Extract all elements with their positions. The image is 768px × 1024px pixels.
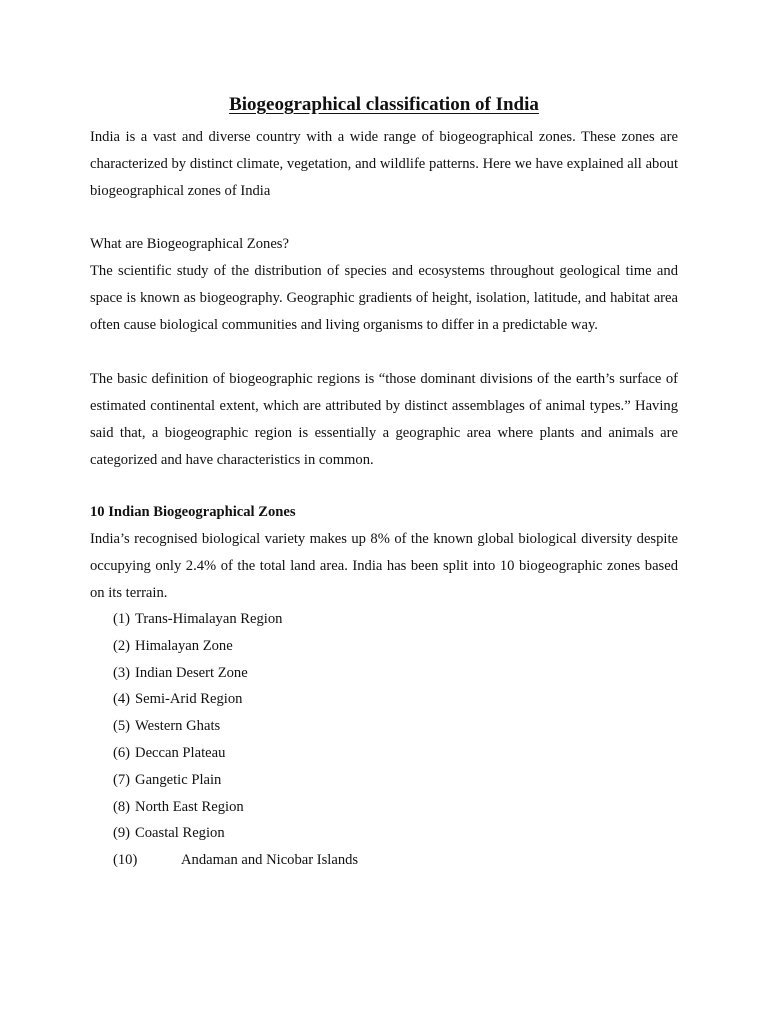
document-title: Biogeographical classification of India xyxy=(229,94,539,115)
list-item-number: (9) xyxy=(113,825,131,842)
list-item-number: (10) xyxy=(113,852,138,869)
zone-list xyxy=(113,606,358,874)
list-item-label: Western Ghats xyxy=(135,718,221,735)
list-item-number: (4) xyxy=(113,691,131,708)
list-item-number: (6) xyxy=(113,744,131,761)
list-item xyxy=(113,767,358,794)
list-item-number: (7) xyxy=(113,771,131,788)
list-item xyxy=(113,740,358,767)
paragraph-text: India’s recognised biological variety makes up 8% of the known global biological diversity despite occupying only 2.4% of the total land area. India has been split into 10 biogeographic zones based on its terrain. xyxy=(90,531,678,601)
list-item-label: Coastal Region xyxy=(135,825,225,842)
list-item-label: North East Region xyxy=(135,798,244,815)
intro-paragraph xyxy=(90,124,678,205)
list-item-label: Himalayan Zone xyxy=(135,637,233,654)
section-heading-ten-zones: 10 Indian Biogeographical Zones xyxy=(90,504,296,520)
list-item xyxy=(113,820,358,847)
list-item xyxy=(113,713,358,740)
intro-text: India is a vast and diverse country with a wide range of biogeographical zones. These zones are characterized by distinct climate, vegetation, and wildlife patterns. Here we have explained all about biogeographical zones of India xyxy=(90,129,678,199)
list-item xyxy=(113,686,358,713)
paragraph-text: The scientific study of the distribution of species and ecosystems throughout geological time and space is known as biogeography. Geographic gradients of height, isolation, latitude, and habitat area often cause biological communities and living organisms to differ in a predictable way. xyxy=(90,263,678,333)
paragraph-text: The basic definition of biogeographic regions is “those dominant divisions of the earth’s surface of estimated continental extent, which are attributed by distinct assemblages of animal types.” Having said that, a biogeographic region is essentially a geographic area where plants and animals are categorized and have characteristics in common. xyxy=(90,371,678,468)
list-item xyxy=(113,633,358,660)
list-item xyxy=(113,606,358,633)
list-item-number: (3) xyxy=(113,664,131,681)
list-item-label: Semi-Arid Region xyxy=(135,691,243,708)
list-item-number: (1) xyxy=(113,611,131,627)
list-item xyxy=(113,847,358,874)
list-item xyxy=(113,794,358,821)
list-item-number: (5) xyxy=(113,718,131,735)
list-item-label: Deccan Plateau xyxy=(135,744,226,761)
section-heading-what-are-zones: What are Biogeographical Zones? xyxy=(90,236,289,252)
list-item-label: Trans-Himalayan Region xyxy=(135,611,283,627)
list-item-label: Gangetic Plain xyxy=(135,771,222,788)
list-item xyxy=(113,660,358,687)
diversity-paragraph xyxy=(90,526,678,607)
biogeography-definition-paragraph xyxy=(90,258,678,339)
list-item-label: Indian Desert Zone xyxy=(135,664,248,681)
list-item-number: (2) xyxy=(113,637,131,654)
list-item-label: Andaman and Nicobar Islands xyxy=(181,852,359,869)
biogeographic-regions-paragraph xyxy=(90,366,678,474)
list-item-number: (8) xyxy=(113,798,131,815)
